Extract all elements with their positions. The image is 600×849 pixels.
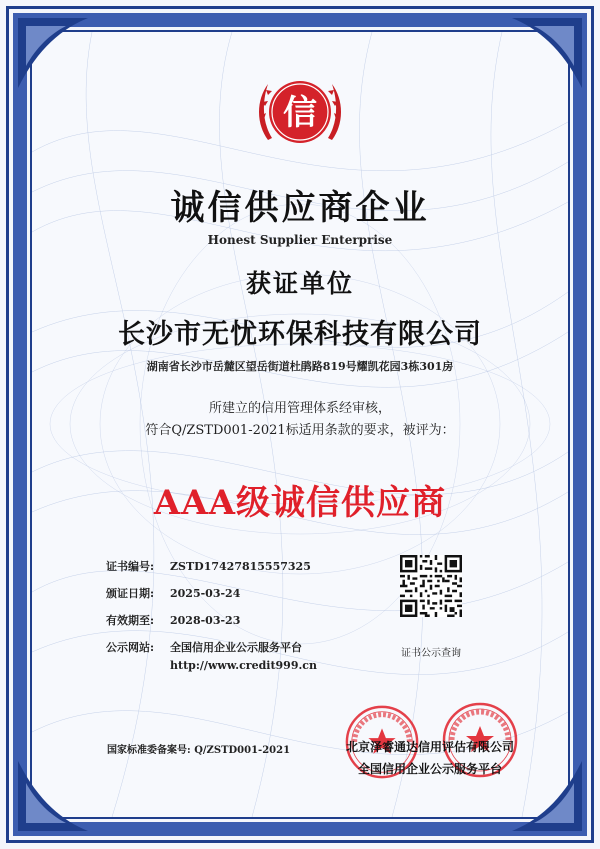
qr-caption: 证书公示查询 xyxy=(401,648,461,659)
corner-ornament-top-left xyxy=(18,18,88,88)
credit-grade: AAA级诚信供应商 xyxy=(153,483,447,523)
qr-code[interactable] xyxy=(400,555,462,617)
expiry-date-label: 有效期至: xyxy=(106,614,155,627)
info-row-cert-number xyxy=(106,558,311,574)
cert-number-label: 证书编号: xyxy=(106,560,155,573)
issuer-name-2: 全国信用企业公示服务平台 xyxy=(357,762,502,776)
corner-ornament-top-right xyxy=(512,18,582,88)
issue-date-label: 颁证日期: xyxy=(106,587,155,600)
cert-number-value: ZSTD17427815557325 xyxy=(170,560,311,573)
info-row-website xyxy=(106,639,302,655)
statement-line-2: 符合Q/ZSTD001-2021标适用条款的要求，被评为： xyxy=(145,423,455,438)
issuer-name-1: 北京泽睿通达信用评估有限公司 xyxy=(345,740,514,754)
website-url[interactable]: http://www.credit999.cn xyxy=(170,659,318,672)
info-row-issue-date xyxy=(106,585,240,601)
certificate-title: 诚信供应商企业 xyxy=(170,188,430,228)
certificate-subtitle: Honest Supplier Enterprise xyxy=(207,233,393,247)
credit-emblem-logo xyxy=(250,62,350,162)
website-label: 公示网站: xyxy=(106,641,155,654)
corner-ornament-bottom-left xyxy=(18,761,88,831)
company-address: 湖南省长沙市岳麓区望岳街道杜鹃路819号耀凯花园3栋301房 xyxy=(146,360,454,373)
standard-record-value: Q/ZSTD001-2021 xyxy=(194,745,291,756)
issue-date-value: 2025-03-24 xyxy=(170,587,241,600)
info-row-expiry-date xyxy=(106,612,240,628)
emblem-character: 信 xyxy=(283,93,317,133)
statement-line-1: 所建立的信用管理体系经审核， xyxy=(208,401,391,416)
website-platform-name: 全国信用企业公示服务平台 xyxy=(170,641,302,654)
standard-record-label: 国家标准委备案号: xyxy=(107,745,195,756)
awarded-unit-label: 获证单位 xyxy=(245,269,354,298)
expiry-date-value: 2028-03-23 xyxy=(170,614,241,627)
standard-record-number xyxy=(107,741,290,756)
company-name: 长沙市无忧环保科技有限公司 xyxy=(118,319,482,350)
